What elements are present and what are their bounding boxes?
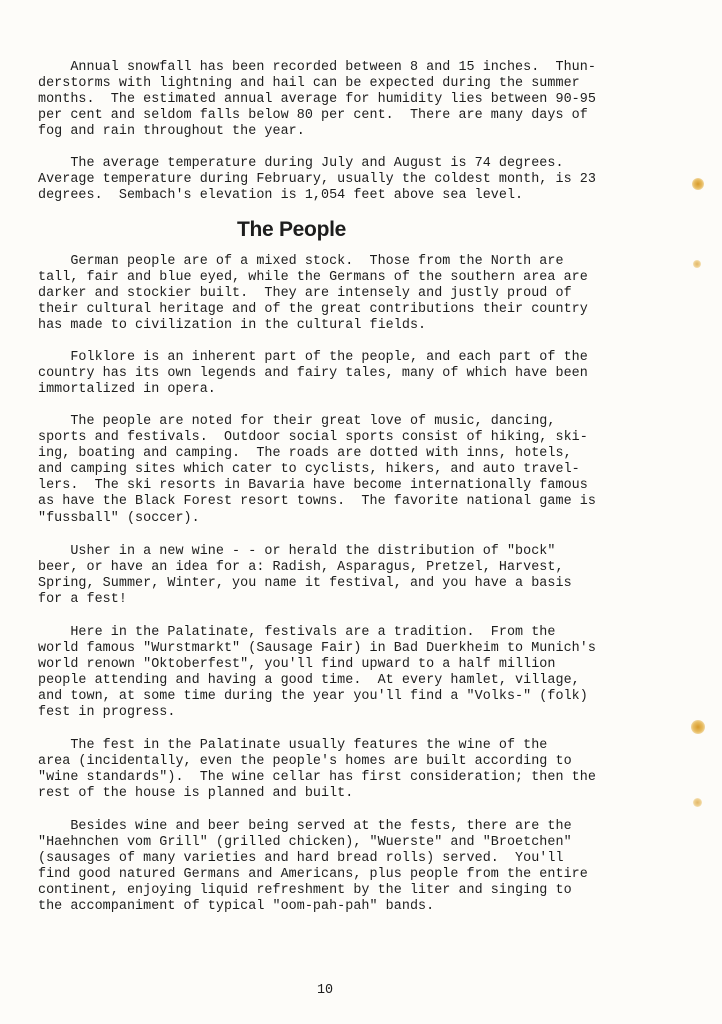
paragraph-palatinate-festivals: Here in the Palatinate, festivals are a tradition. From the world famous "Wurstmarkt" (Sausage Fair) in Bad Duerkheim to Munich's world renown "Oktoberfest", you'll find upward to a half million people attending and having a good time. At every hamlet, village, and town, at some time during the year you'll find a "Volks-" (folk) fest in progress. <box>38 625 596 721</box>
paragraph-temperature: The average temperature during July and August is 74 degrees. Average temperature during February, usually the coldest month, is 23 degrees. Sembach's elevation is 1,054 feet above sea level. <box>38 156 596 204</box>
paragraph-food-and-bands: Besides wine and beer being served at the fests, there are the "Haehnchen vom Grill" (grilled chicken), "Wuerste" and "Broetchen" (sausages of many varieties and hard bread rolls) served. You'll find good natured Germans and Americans, plus people from the entire continent, enjoying liquid refreshment by the liter and singing to the accompaniment of typical "oom-pah-pah" bands. <box>38 819 588 915</box>
stain-spot <box>693 260 701 268</box>
paragraph-german-people: German people are of a mixed stock. Those from the North are tall, fair and blue eyed, while the Germans of the southern area are darker and stockier built. They are intensely and justly proud of their cultural heritage and of the great contributions their country has made to civilization in the cultural fields. <box>38 254 588 334</box>
stain-spot <box>693 798 702 807</box>
paragraph-folklore: Folklore is an inherent part of the people, and each part of the country has its own legends and fairy tales, many of which have been immortalized in opera. <box>38 350 588 398</box>
paragraph-snowfall: Annual snowfall has been recorded between 8 and 15 inches. Thun- derstorms with lightning and hail can be expected during the summer months. The estimated annual average for humidity lies between 90-95 per cent and seldom falls below 80 per cent. There are many days of fog and rain throughout the year. <box>38 60 596 140</box>
paragraph-music-sports: The people are noted for their great love of music, dancing, sports and festivals. Outdoor social sports consist of hiking, ski- ing, boating and camping. The roads are dotted with inns, hotels, and camping sites which cater to cyclists, hikers, and auto travel- lers. The ski resorts in Bavaria have become internationally famous as have the Black Forest resort towns. The favorite national game is "fussball" (soccer). <box>38 414 596 526</box>
stain-spot <box>691 720 705 734</box>
stain-spot <box>692 178 704 190</box>
paragraph-new-wine: Usher in a new wine - - or herald the distribution of "bock" beer, or have an idea for a: Radish, Asparagus, Pretzel, Harvest, Spring, Summer, Winter, you name it festival, and you have a basis for a fest! <box>38 544 572 608</box>
paragraph-fest-wine: The fest in the Palatinate usually features the wine of the area (incidentally, even the people's homes are built according to "wine standards"). The wine cellar has first consideration; then the rest of the house is planned and built. <box>38 738 596 802</box>
section-heading: The People <box>236 218 347 241</box>
page-number: 10 <box>316 983 334 998</box>
